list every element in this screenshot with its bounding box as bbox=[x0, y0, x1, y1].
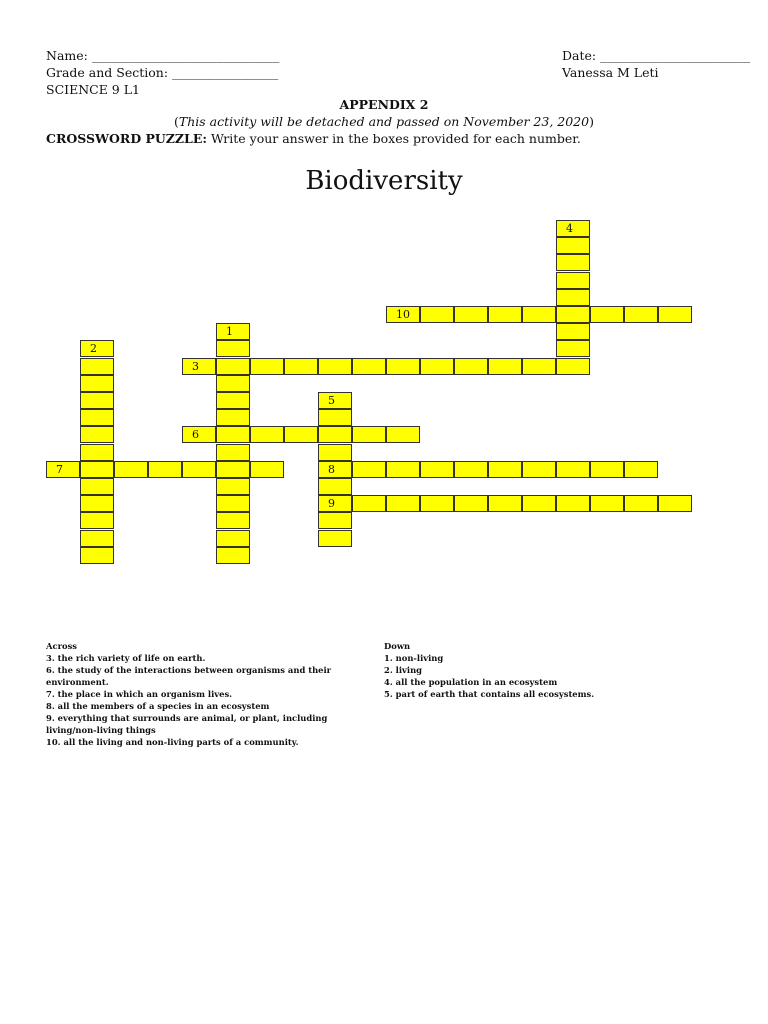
crossword-cell[interactable] bbox=[624, 306, 658, 323]
crossword-cell[interactable] bbox=[216, 530, 250, 547]
crossword-cell[interactable] bbox=[318, 392, 352, 409]
crossword-cell[interactable] bbox=[216, 512, 250, 529]
clue-item: 9. everything that surrounds are animal, or plant, including living/non-living things bbox=[46, 713, 328, 735]
crossword-cell[interactable] bbox=[80, 340, 114, 357]
crossword-cell[interactable] bbox=[318, 478, 352, 495]
crossword-cell[interactable] bbox=[352, 426, 386, 443]
clue-item: 8. all the members of a species in an ecosystem bbox=[46, 701, 270, 711]
crossword-cell[interactable] bbox=[488, 358, 522, 375]
puzzle-title: Biodiversity bbox=[305, 166, 463, 196]
crossword-cell[interactable] bbox=[318, 444, 352, 461]
crossword-cell[interactable] bbox=[250, 426, 284, 443]
crossword-cell[interactable] bbox=[420, 358, 454, 375]
crossword-cell[interactable] bbox=[386, 306, 420, 323]
crossword-cell[interactable] bbox=[556, 358, 590, 375]
crossword-cell[interactable] bbox=[556, 289, 590, 306]
crossword-cell[interactable] bbox=[454, 495, 488, 512]
crossword-cell[interactable] bbox=[386, 426, 420, 443]
clue-number: 2 bbox=[90, 342, 97, 355]
crossword-cell[interactable] bbox=[182, 358, 216, 375]
crossword-instruction bbox=[46, 131, 581, 146]
crossword-cell[interactable] bbox=[318, 512, 352, 529]
crossword-cell[interactable] bbox=[386, 358, 420, 375]
crossword-cell[interactable] bbox=[216, 444, 250, 461]
clue-item: 2. living bbox=[384, 665, 423, 675]
crossword-cell[interactable] bbox=[318, 461, 352, 478]
crossword-label: CROSSWORD PUZZLE: bbox=[46, 131, 207, 146]
clue-number: 1 bbox=[226, 325, 233, 338]
crossword-cell[interactable] bbox=[216, 375, 250, 392]
crossword-cell[interactable] bbox=[556, 254, 590, 271]
crossword-cell[interactable] bbox=[80, 495, 114, 512]
crossword-cell[interactable] bbox=[46, 461, 80, 478]
crossword-cell[interactable] bbox=[216, 323, 250, 340]
crossword-cell[interactable] bbox=[216, 358, 250, 375]
crossword-cell[interactable] bbox=[216, 392, 250, 409]
crossword-cell[interactable] bbox=[658, 495, 692, 512]
clue-number: 10 bbox=[396, 308, 410, 321]
crossword-cell[interactable] bbox=[318, 358, 352, 375]
clue-item: 4. all the population in an ecosystem bbox=[384, 677, 558, 687]
crossword-cell[interactable] bbox=[488, 306, 522, 323]
crossword-cell[interactable] bbox=[318, 426, 352, 443]
crossword-cell[interactable] bbox=[318, 409, 352, 426]
name-field-line[interactable]: Name: ______________________________ bbox=[46, 48, 280, 63]
crossword-cell[interactable] bbox=[80, 530, 114, 547]
teacher-name: Vanessa M Leti bbox=[562, 65, 659, 80]
clue-item: 3. the rich variety of life on earth. bbox=[46, 653, 206, 663]
crossword-cell[interactable] bbox=[420, 495, 454, 512]
crossword-cell[interactable] bbox=[284, 426, 318, 443]
crossword-cell[interactable] bbox=[488, 461, 522, 478]
clue-number: 3 bbox=[192, 360, 199, 373]
clue-item: 5. part of earth that contains all ecosystems. bbox=[384, 689, 595, 699]
crossword-cell[interactable] bbox=[556, 495, 590, 512]
crossword-cell[interactable] bbox=[114, 461, 148, 478]
crossword-cell[interactable] bbox=[216, 495, 250, 512]
crossword-cell[interactable] bbox=[148, 461, 182, 478]
crossword-cell[interactable] bbox=[420, 306, 454, 323]
activity-note: (This activity will be detached and passed on November 23, 2020) bbox=[174, 114, 594, 129]
instruction-text: Write your answer in the boxes provided for each number. bbox=[207, 131, 581, 146]
crossword-cell[interactable] bbox=[386, 495, 420, 512]
subject-label: SCIENCE 9 L1 bbox=[46, 82, 140, 97]
crossword-cell[interactable] bbox=[624, 461, 658, 478]
crossword-cell[interactable] bbox=[80, 512, 114, 529]
crossword-cell[interactable] bbox=[556, 340, 590, 357]
crossword-cell[interactable] bbox=[522, 306, 556, 323]
crossword-cell[interactable] bbox=[284, 358, 318, 375]
clue-item: 1. non-living bbox=[384, 653, 444, 663]
clue-number: 7 bbox=[56, 463, 63, 476]
down-title: Down bbox=[384, 641, 411, 651]
crossword-cell[interactable] bbox=[522, 495, 556, 512]
crossword-cell[interactable] bbox=[216, 409, 250, 426]
crossword-cell[interactable] bbox=[454, 306, 488, 323]
crossword-cell[interactable] bbox=[590, 461, 624, 478]
crossword-cell[interactable] bbox=[556, 323, 590, 340]
crossword-cell[interactable] bbox=[522, 358, 556, 375]
crossword-cell[interactable] bbox=[590, 495, 624, 512]
crossword-cell[interactable] bbox=[352, 495, 386, 512]
crossword-cell[interactable] bbox=[80, 478, 114, 495]
crossword-cell[interactable] bbox=[352, 461, 386, 478]
crossword-cell[interactable] bbox=[80, 444, 114, 461]
crossword-cell[interactable] bbox=[556, 220, 590, 237]
crossword-cell[interactable] bbox=[80, 392, 114, 409]
crossword-cell[interactable] bbox=[216, 547, 250, 564]
across-clues bbox=[46, 640, 376, 748]
crossword-cell[interactable] bbox=[522, 461, 556, 478]
crossword-cell[interactable] bbox=[454, 358, 488, 375]
crossword-cell[interactable] bbox=[216, 461, 250, 478]
down-clues bbox=[384, 640, 714, 700]
crossword-cell[interactable] bbox=[80, 547, 114, 564]
crossword-cell[interactable] bbox=[80, 409, 114, 426]
across-title: Across bbox=[46, 641, 78, 651]
crossword-cell[interactable] bbox=[216, 426, 250, 443]
crossword-cell[interactable] bbox=[318, 530, 352, 547]
crossword-cell[interactable] bbox=[80, 461, 114, 478]
crossword-cell[interactable] bbox=[182, 461, 216, 478]
crossword-cell[interactable] bbox=[182, 426, 216, 443]
crossword-cell[interactable] bbox=[318, 495, 352, 512]
crossword-cell[interactable] bbox=[556, 237, 590, 254]
crossword-cell[interactable] bbox=[216, 478, 250, 495]
clue-item: 7. the place in which an organism lives. bbox=[46, 689, 233, 699]
clue-number: 8 bbox=[328, 463, 335, 476]
crossword-cell[interactable] bbox=[590, 306, 624, 323]
crossword-cell[interactable] bbox=[216, 340, 250, 357]
crossword-cell[interactable] bbox=[556, 272, 590, 289]
crossword-cell[interactable] bbox=[556, 461, 590, 478]
clue-number: 9 bbox=[328, 497, 335, 510]
crossword-cell[interactable] bbox=[454, 461, 488, 478]
crossword-cell[interactable] bbox=[352, 358, 386, 375]
crossword-cell[interactable] bbox=[80, 358, 114, 375]
clue-item: 6. the study of the interactions between organisms and their environment. bbox=[46, 665, 332, 687]
crossword-cell[interactable] bbox=[80, 375, 114, 392]
crossword-cell[interactable] bbox=[488, 495, 522, 512]
clue-item: 10. all the living and non-living parts of a community. bbox=[46, 737, 299, 747]
crossword-cell[interactable] bbox=[250, 358, 284, 375]
crossword-cell[interactable] bbox=[420, 461, 454, 478]
date-field-line[interactable]: Date: ________________________ bbox=[562, 48, 751, 63]
clue-number: 5 bbox=[328, 394, 335, 407]
crossword-cell[interactable] bbox=[556, 306, 590, 323]
crossword-cell[interactable] bbox=[658, 306, 692, 323]
appendix-heading: APPENDIX 2 bbox=[339, 97, 429, 112]
crossword-cell[interactable] bbox=[250, 461, 284, 478]
activity-note-text: This activity will be detached and passed on November 23, 2020 bbox=[178, 114, 590, 129]
crossword-cell[interactable] bbox=[386, 461, 420, 478]
clue-number: 6 bbox=[192, 428, 199, 441]
clue-number: 4 bbox=[566, 222, 573, 235]
crossword-cell[interactable] bbox=[80, 426, 114, 443]
crossword-cell[interactable] bbox=[624, 495, 658, 512]
grade-section-field-line[interactable]: Grade and Section: _________________ bbox=[46, 65, 279, 80]
